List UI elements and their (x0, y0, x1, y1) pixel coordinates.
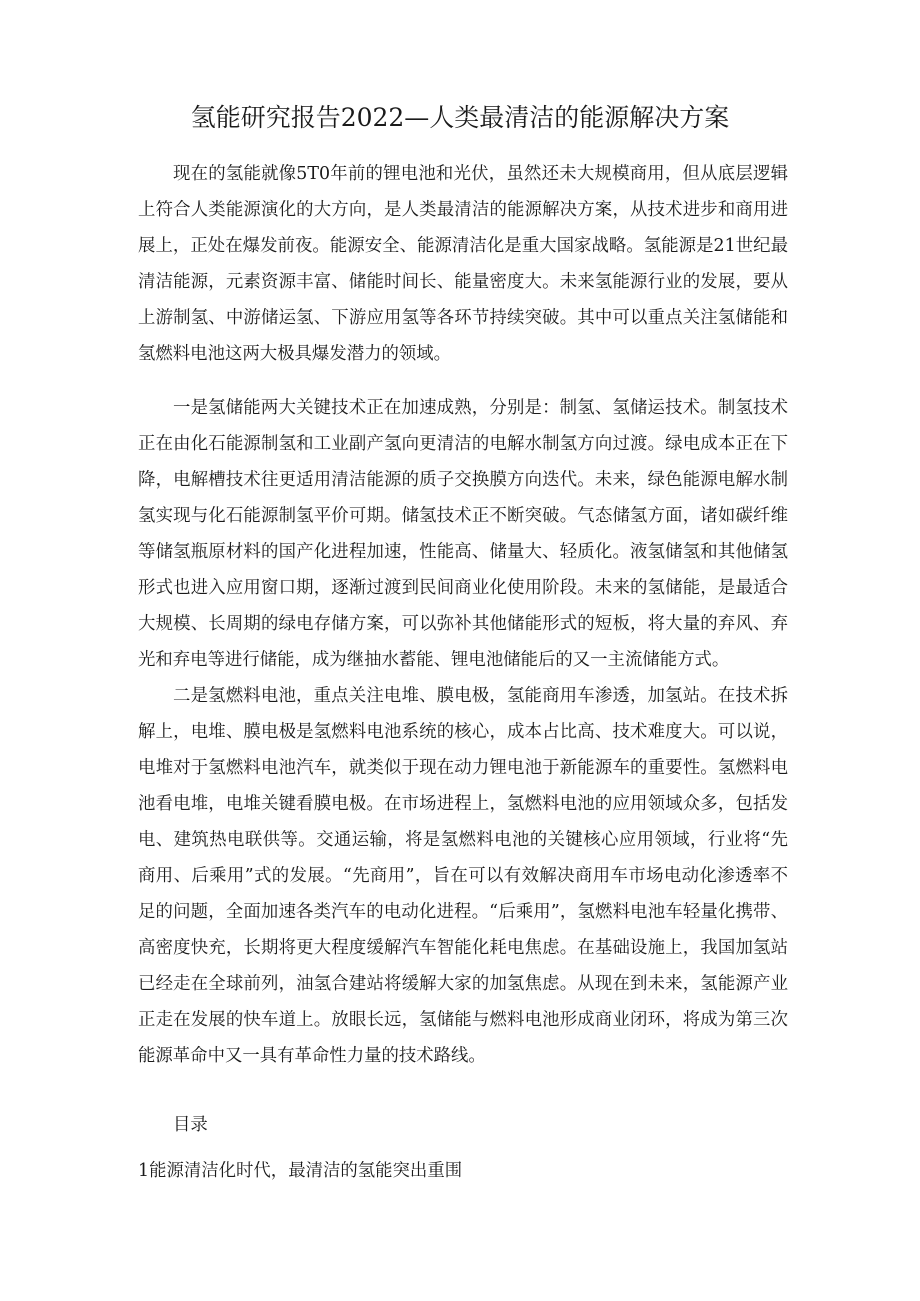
toc-heading: 目录 (173, 1115, 208, 1135)
paragraph-fuel-cell: 二是氢燃料电池，重点关注电堆、膜电极，氢能商用车渗透，加氢站。在技术拆解上，电堆、膜电极是氢燃料电池系统的核心，成本占比高、技术难度大。可以说，电堆对于氢燃料电池汽车，就类似于现在动力锂电池于新能源车的重要性。氢燃料电池看电堆，电堆关键看膜电极。在市场进程上，氢燃料电池的应用领域众多，包括发电、建筑热电联供等。交通运输，将是氢燃料电池的关键核心应用领域，行业将“先商用、后乘用”式的发展。“先商用”，旨在可以有效解决商用车市场电动化渗透率不足的问题，全面加速各类汽车的电动化进程。“后乘用”，氢燃料电池车轻量化携带、高密度快充，长期将更大程度缓解汽车智能化耗电焦虑。在基础设施上，我国加氢站已经走在全球前列，油氢合建站将缓解大家的加氢焦虑。从现在到未来，氢能源产业正走在发展的快车道上。放眼长远，氢储能与燃料电池形成商业闭环，将成为第三次能源革命中又一具有革命性力量的技术路线。 (138, 686, 788, 1066)
toc-item-1[interactable]: 1能源清洁化时代，最清洁的氢能突出重围 (138, 1161, 463, 1181)
paragraph-intro: 现在的氢能就像5T0年前的锂电池和光伏，虽然还未大规模商用，但从底层逻辑上符合人类能源演化的大方向，是人类最清洁的能源解决方案，从技术进步和商用进展上，正处在爆发前夜。能源安全、能源清洁化是重大国家战略。氢能源是21世纪最清洁能源，元素资源丰富、储能时间长、能量密度大。未来氢能源行业的发展，要从上游制氢、中游储运氢、下游应用氢等各环节持续突破。其中可以重点关注氢储能和氢燃料电池这两大极具爆发潜力的领域。 (138, 164, 788, 364)
document-title: 氢能研究报告2022—人类最清洁的能源解决方案 (190, 103, 730, 132)
paragraph-hydrogen-storage: 一是氢储能两大关键技术正在加速成熟，分别是：制氢、氢储运技术。制氢技术正在由化石能源制氢和工业副产氢向更清洁的电解水制氢方向过渡。绿电成本正在下降，电解槽技术往更适用清洁能源的质子交换膜方向迭代。未来，绿色能源电解水制氢实现与化石能源制氢平价可期。储氢技术正不断突破。气态储氢方面，诸如碳纤维等储氢瓶原材料的国产化进程加速，性能高、储量大、轻质化。液氢储氢和其他储氢形式也进入应用窗口期，逐渐过渡到民间商业化使用阶段。未来的氢储能，是最适合大规模、长周期的绿电存储方案，可以弥补其他储能形式的短板，将大量的弃风、弃光和弃电等进行储能，成为继抽水蓄能、锂电池储能后的又一主流储能方式。 (138, 398, 788, 670)
